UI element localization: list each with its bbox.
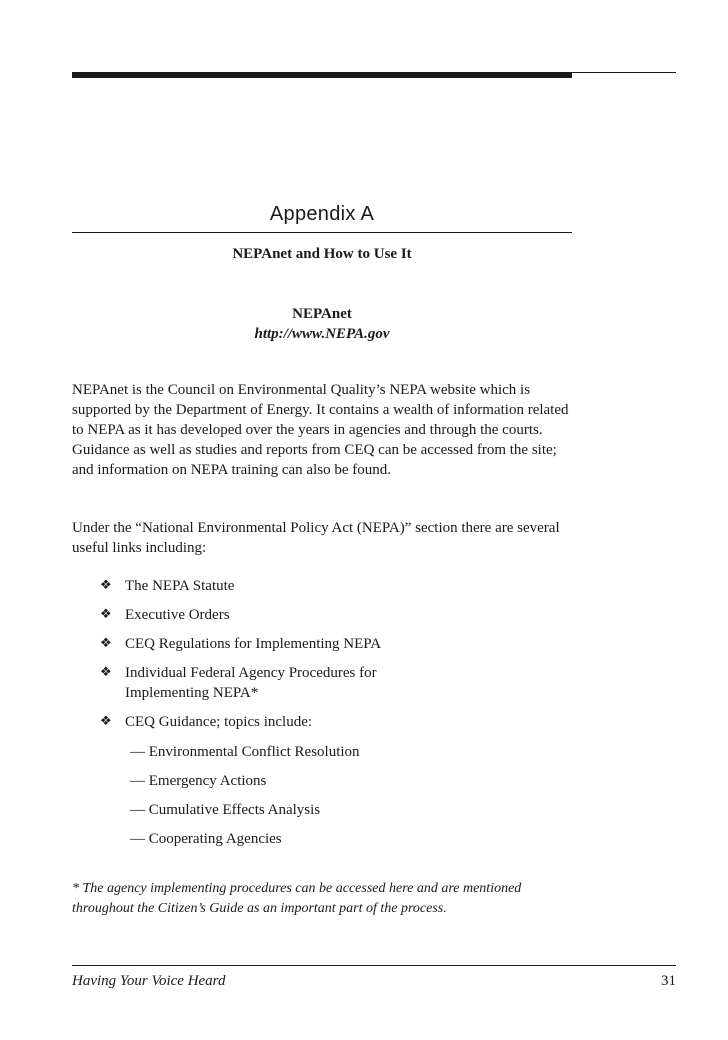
list-item xyxy=(100,663,435,703)
diamond-bullet-icon: ❖ xyxy=(100,636,112,651)
site-url-link[interactable]: http://www.NEPA.gov xyxy=(254,326,390,342)
diamond-bullet-icon: ❖ xyxy=(100,607,112,622)
header-rule-thin xyxy=(572,72,676,73)
appendix-subtitle: NEPAnet and How to Use It xyxy=(232,246,412,262)
links-intro-paragraph: Under the “National Environmental Policy Act (NEPA)” section there are several useful links including: xyxy=(72,520,560,556)
list-item xyxy=(100,605,570,625)
title-rule xyxy=(72,232,572,233)
list-item-label: CEQ Guidance; topics include: xyxy=(125,714,313,730)
appendix-title: Appendix A xyxy=(269,203,375,225)
diamond-bullet-icon: ❖ xyxy=(100,665,112,680)
diamond-bullet-icon: ❖ xyxy=(100,714,112,729)
site-name: NEPAnet xyxy=(292,306,352,322)
guidance-topics-list xyxy=(130,742,570,858)
list-item xyxy=(100,712,570,732)
diamond-bullet-icon: ❖ xyxy=(100,578,112,593)
list-item-label: CEQ Regulations for Implementing NEPA xyxy=(125,636,382,652)
footnote: * The agency implementing procedures can be accessed here and are mentioned throughout the Citizen’s Guide as an important part of the process. xyxy=(72,881,522,916)
list-item-label: Individual Federal Agency Procedures for Implementing NEPA* xyxy=(125,665,377,701)
list-item-label: The NEPA Statute xyxy=(125,578,235,594)
page-number: 31 xyxy=(661,973,676,989)
list-item: — Environmental Conflict Resolution xyxy=(130,744,360,760)
header-rule-thick xyxy=(72,72,572,78)
footer-title: Having Your Voice Heard xyxy=(72,973,226,989)
intro-paragraph: NEPAnet is the Council on Environmental Quality’s NEPA website which is supported by the Department of Energy. It contains a wealth of information related to NEPA as it has developed over the years in agencies and through the courts. Guidance as well as studies and reports from CEQ can be accessed from the site; and information on NEPA training can also be found. xyxy=(72,382,569,478)
list-item: — Emergency Actions xyxy=(130,773,267,789)
list-item xyxy=(100,576,570,596)
list-item xyxy=(100,634,570,654)
list-item: — Cumulative Effects Analysis xyxy=(130,802,321,818)
list-item: — Cooperating Agencies xyxy=(130,831,282,847)
footer-rule xyxy=(72,965,676,966)
list-item-label: Executive Orders xyxy=(125,607,230,623)
site-heading-block xyxy=(72,304,572,344)
useful-links-list xyxy=(100,576,570,741)
